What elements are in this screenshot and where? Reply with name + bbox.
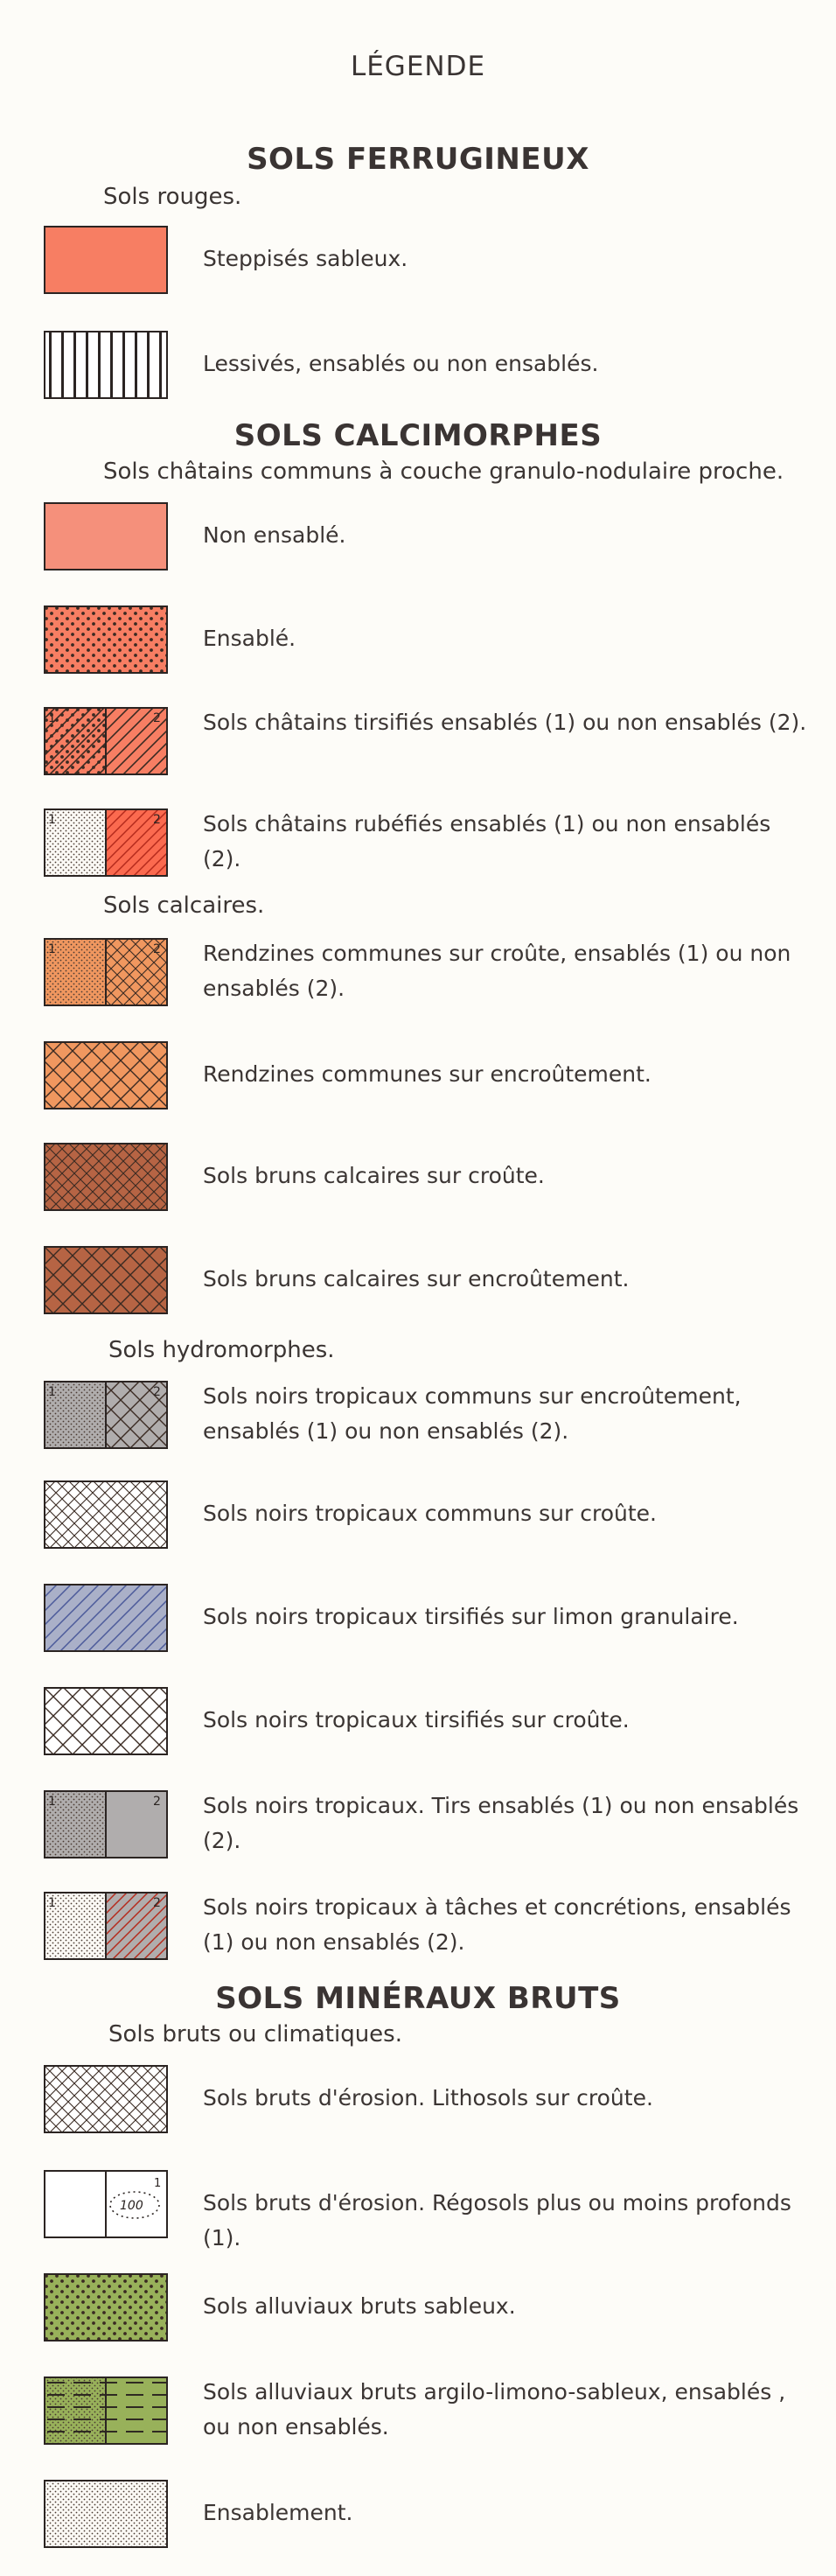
swatch-ensablement (44, 2480, 168, 2548)
legend-label: Sols noirs tropicaux. Tirs ensablés (1) ou non ensablés (2). (203, 1793, 799, 1853)
swatch-ensable (44, 606, 168, 674)
subheading-sols-bruts: Sols bruts ou climatiques. (108, 2021, 402, 2048)
legend-label: Sols noirs tropicaux communs sur croûte. (203, 1501, 657, 1526)
sample-mark-2: 2 (153, 711, 161, 725)
regosol-depth-mark: 100 (120, 2199, 143, 2213)
section-heading-ferrugineux: SOLS FERRUGINEUX (247, 142, 589, 177)
swatch-noirs-tirs (44, 1790, 168, 1858)
swatch-bruts-regosols (44, 2170, 168, 2238)
sample-mark-2: 2 (153, 942, 161, 956)
swatch-alluviaux-argilo (44, 2376, 168, 2445)
swatch-noirs-encroutement (44, 1381, 168, 1449)
sample-mark-2: 2 (153, 1896, 161, 1910)
sample-mark-1: 1 (48, 1896, 56, 1910)
subheading-sols-calcaires: Sols calcaires. (103, 892, 265, 919)
legend-label: Sols noirs tropicaux communs sur encroûtement, ensablés (1) ou non ensablés (2). (203, 1383, 742, 1444)
sample-mark-1: 1 (48, 711, 56, 725)
swatch-steppises-sableux (44, 226, 168, 294)
subheading-sols-hydromorphes: Sols hydromorphes. (108, 1337, 335, 1363)
legend-label: Sols noirs tropicaux à tâches et concrétions, ensablés (1) ou non ensablés (2). (203, 1894, 791, 1955)
legend-label: Sols châtains tirsifiés ensablés (1) ou non ensablés (2). (203, 710, 807, 735)
sample-mark-2: 2 (153, 1385, 161, 1399)
legend-label: Rendzines communes sur encroûtement. (203, 1061, 651, 1087)
swatch-noirs-tirsifies-limon (44, 1584, 168, 1652)
swatch-chatains-tirsifies (44, 707, 168, 775)
legend-label: Sols bruts d'érosion. Lithosols sur croûte. (203, 2085, 653, 2110)
swatch-lessives (44, 331, 168, 399)
swatch-noirs-croute (44, 1480, 168, 1549)
sample-mark-1: 1 (48, 942, 56, 956)
swatch-noirs-taches-concretions (44, 1892, 168, 1960)
legend-label: Sols bruts d'érosion. Régosols plus ou moins profonds (1). (203, 2190, 791, 2250)
sample-mark-2: 2 (153, 1795, 161, 1809)
sample-mark-1: 1 (48, 1795, 56, 1809)
sample-mark-1: 1 (48, 1385, 56, 1399)
swatch-bruts-lithosols (44, 2065, 168, 2133)
legend-label: Sols alluviaux bruts argilo-limono-sableux, ensablés , ou non ensablés. (203, 2379, 786, 2440)
legend-label: Lessivés, ensablés ou non ensablés. (203, 351, 599, 376)
legend-label: Rendzines communes sur croûte, ensablés (1) ou non ensablés (2). (203, 941, 791, 1001)
legend-label: Sols noirs tropicaux tirsifiés sur limon granulaire. (203, 1604, 739, 1629)
legend-label: Ensablement. (203, 2500, 353, 2525)
swatch-rendzines-croute (44, 938, 168, 1006)
legend-label: Sols alluviaux bruts sableux. (203, 2293, 516, 2319)
swatch-bruns-calcaires-croute (44, 1143, 168, 1211)
sample-mark-1: 1 (48, 813, 56, 827)
sample-mark-1: 1 (154, 2177, 162, 2190)
legend-label: Sols noirs tropicaux tirsifiés sur croûte. (203, 1707, 630, 1732)
legend-label: Non ensablé. (203, 522, 346, 548)
legend-label: Sols châtains rubéfiés ensablés (1) ou non ensablés (2). (203, 811, 771, 872)
section-heading-calcimorphes: SOLS CALCIMORPHES (233, 418, 603, 453)
legend-label: Steppisés sableux. (203, 246, 408, 271)
swatch-bruns-calcaires-encroutement (44, 1246, 168, 1314)
section-heading-mineraux-bruts: SOLS MINÉRAUX BRUTS (215, 1981, 621, 2016)
legend-label: Sols bruns calcaires sur encroûtement. (203, 1266, 630, 1292)
swatch-rendzines-encroutement (44, 1041, 168, 1110)
swatch-alluviaux-sableux (44, 2273, 168, 2342)
swatch-non-ensable (44, 502, 168, 570)
subheading-sols-chatains: Sols châtains communs à couche granulo-nodulaire proche. (103, 458, 784, 485)
subheading-sols-rouges: Sols rouges. (103, 184, 242, 210)
legend-title: LÉGENDE (350, 51, 486, 82)
swatch-chatains-rubefies (44, 808, 168, 877)
legend-label: Ensablé. (203, 626, 296, 651)
legend-label: Sols bruns calcaires sur croûte. (203, 1163, 545, 1188)
sample-mark-2: 2 (153, 813, 161, 827)
swatch-noirs-tirsifies-croute (44, 1687, 168, 1755)
